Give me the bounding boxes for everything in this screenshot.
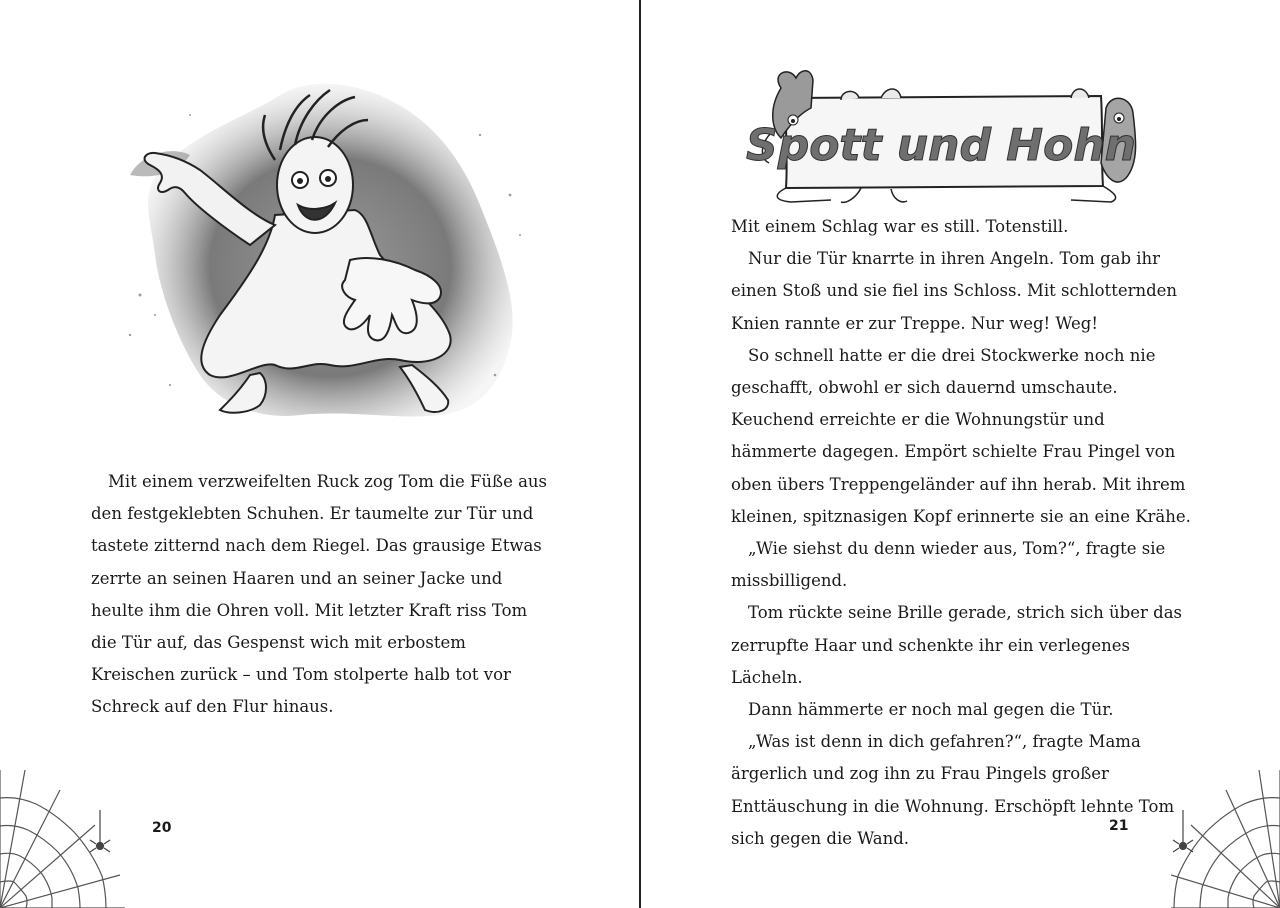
- paragraph: „Was ist denn in dich gefahren?“, fragte Mama ärgerlich und zog ihn zu Frau Pingels großer Enttäuschung in die Wohnung. Erschöpft lehnte Tom sich gegen die Wand.: [731, 732, 1175, 848]
- ghost-illustration: [100, 75, 540, 435]
- left-page: [0, 0, 639, 908]
- paragraph: Tom rückte seine Brille gerade, strich sich über das zerrupfte Haar und schenkte ihr ein verlegenes Lächeln.: [731, 603, 1182, 687]
- page-number: 20: [152, 820, 172, 836]
- chapter-title: Spott und Hohn: [746, 120, 1136, 171]
- left-body-text: [91, 466, 549, 724]
- cobweb-icon: [1171, 770, 1280, 908]
- page-number: 21: [1109, 818, 1129, 834]
- paragraph: Mit einem verzweifelten Ruck zog Tom die Füße aus den festgeklebten Schuhen. Er taumelte zur Tür und tastete zitternd nach dem Riegel. Das grausige Etwas zerrte an seinen Haaren und an seiner Jacke und heulte ihm die Ohren voll. Mit letzter Kraft riss Tom die Tür auf, das Gespenst wich mit erbostem Kreischen zurück – und Tom stolperte halb tot vor Schreck auf den Flur hinaus.: [91, 472, 548, 717]
- paragraph: Nur die Tür knarrte in ihren Angeln. Tom gab ihr einen Stoß und sie fiel ins Schloss. Mit schlotternden Knien rannte er zur Treppe. Nur weg! Weg!: [731, 249, 1178, 333]
- paragraph: „Wie siehst du denn wieder aus, Tom?“, fragte sie missbilligend.: [731, 539, 1166, 591]
- chapter-banner: [741, 68, 1161, 208]
- paragraph: Dann hämmerte er noch mal gegen die Tür.: [748, 700, 1114, 720]
- paragraph: So schnell hatte er die drei Stockwerke noch nie geschafft, obwohl er sich dauernd umschaute. Keuchend erreichte er die Wohnungstür und hämmerte dagegen. Empört schielte Frau Pingel von oben übers Treppengeländer auf ihn herab. Mit ihrem kleinen, spitznasigen Kopf erinnerte sie an eine Krähe.: [731, 345, 1191, 526]
- right-page: [641, 0, 1280, 908]
- paragraph: Mit einem Schlag war es still. Totenstill.: [731, 217, 1069, 236]
- right-body-text: [731, 211, 1191, 855]
- cobweb-icon: [0, 770, 125, 908]
